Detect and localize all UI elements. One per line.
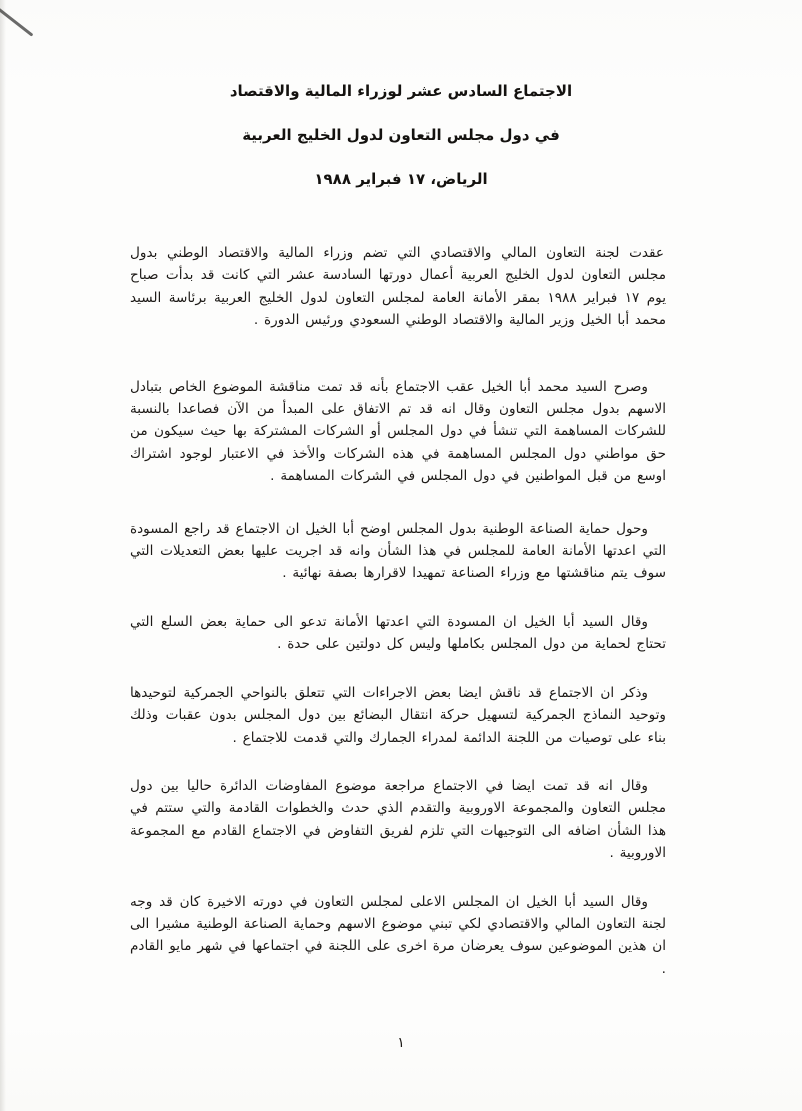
paragraph-7: وقال السيد أبا الخيل ان المجلس الاعلى لمجلس التعاون في دورته الاخيرة كان قد وجه لجنة التعاون المالي والاقتصادي لكي تبني موضوع الاسهم وحماية الصناعة الوطنية مشيرا الى ان هذين الموضوعين سوف يعرضان مرة اخرى على اللجنة في اجتماعها في شهر مايو القادم . xyxy=(130,893,666,977)
document-title-line3: الرياض، ١٧ فبراير ١٩٨٨ xyxy=(314,170,488,188)
paragraph-4: وقال السيد أبا الخيل ان المسودة التي اعدتها الأمانة تدعو الى حماية بعض السلع التي تحتاج لحماية من دول المجلس بكاملها وليس كل دولتين على حدة . xyxy=(130,613,666,653)
document-header xyxy=(0,0,802,188)
paragraph-2: وصرح السيد محمد أبا الخيل عقب الاجتماع بأنه قد تمت مناقشة الموضوع الخاص بتبادل الاسهم بدول مجلس التعاون وقال انه قد تم الاتفاق على المبدأ من الآن فصاعدا بالنسبة للشركات المساهمة التي تنشأ في دول المجلس أو الشركات المشتركة بها حيث سيكون من حق مواطني دول المجلس المساهمة في هذه الشركات والأخذ في الاعتبار لوجود اشتراك اوسع من قبل المواطنين في دول المجلس في الشركات المساهمة . xyxy=(130,378,666,485)
document-title-line1: الاجتماع السادس عشر لوزراء المالية والاقتصاد xyxy=(229,82,573,100)
scan-edge-shadow xyxy=(0,0,6,1111)
paragraph-5: وذكر ان الاجتماع قد ناقش ايضا بعض الاجراءات التي تتعلق بالنواحي الجمركية لتوحيدها وتوحيد النماذج الجمركية لتسهيل حركة انتقال البضائع بين دول المجلس بدون عقبات وذلك بناء على توصيات من اللجنة الدائمة لمدراء الجمارك والتي قدمت للاجتماع . xyxy=(130,684,666,746)
paragraph-1: عقدت لجنة التعاون المالي والاقتصادي التي تضم وزراء المالية والاقتصاد الوطني بدول مجلس التعاون لدول الخليج العربية أعمال دورتها السادسة عشر التي كانت قد بدأت صباح يوم ١٧ فبراير ١٩٨٨ بمقر الأمانة العامة لمجلس التعاون لدول الخليج العربية برئاسة السيد محمد أبا الخيل وزير المالية والاقتصاد الوطني السعودي ورئيس الدورة . xyxy=(130,245,666,329)
page-number: ١ xyxy=(397,1035,405,1051)
paragraph-6: وقال انه قد تمت ايضا في الاجتماع مراجعة موضوع المفاوضات الدائرة حاليا بين دول مجلس التعاون والمجموعة الاوروبية والتقدم الذي حدث والخطوات القادمة والتي ستتم في هذا الشأن اضافه الى التوجيهات التي تلزم لفريق التفاوض في الاجتماع القادم مع المجموعة الاوروبية . xyxy=(130,777,666,862)
document-body xyxy=(0,214,802,980)
document-title-line2: في دول مجلس التعاون لدول الخليج العربية xyxy=(242,126,560,144)
paragraph-3: وحول حماية الصناعة الوطنية بدول المجلس اوضح أبا الخيل ان الاجتماع قد راجع المسودة التي اعدتها الأمانة العامة للمجلس في هذا الشأن وانه قد اجريت عليها بعض التعديلات التي سوف يتم مناقشتها مع وزراء الصناعة تمهيدا لاقرارها بصفة نهائية . xyxy=(130,520,666,582)
